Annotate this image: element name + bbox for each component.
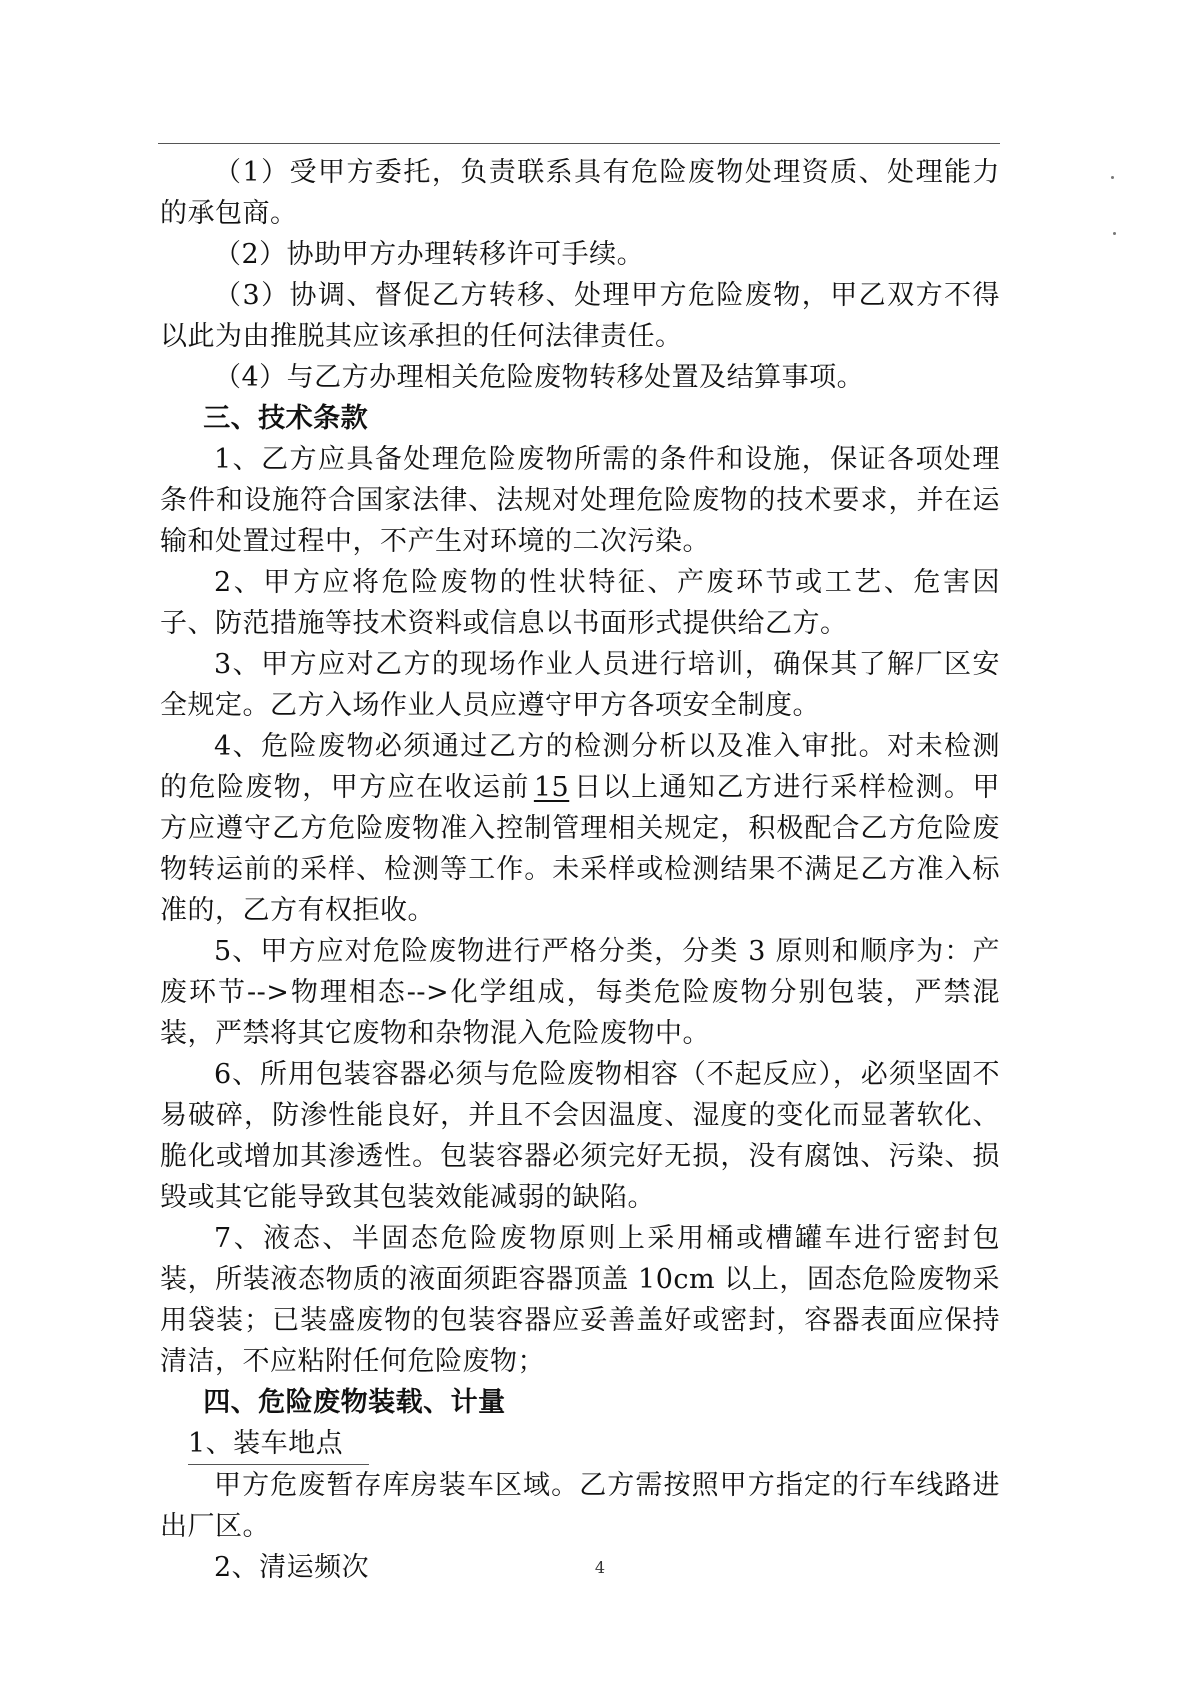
paragraph: （3）协调、督促乙方转移、处理甲方危险废物，甲乙双方不得以此为由推脱其应该承担的任何法律责任。: [160, 280, 1000, 352]
paragraph: 5、甲方应对危险废物进行严格分类，分类 3 原则和顺序为：产废环节-->物理相态-->化学组成，每类危险废物分别包装，严禁混装，严禁将其它废物和杂物混入危险废物中。: [160, 936, 1000, 1049]
paragraph: （1）受甲方委托，负责联系具有危险废物处理资质、处理能力的承包商。: [160, 157, 1000, 229]
paragraph: 7、液态、半固态危险废物原则上采用桶或槽罐车进行密封包装，所装液态物质的液面须距容器顶盖 10cm 以上，固态危险废物采用袋装；已装盛废物的包装容器应妥善盖好或密封，容器表面应保持清洁，不应粘附任何危险废物；: [160, 1223, 1000, 1377]
paragraph: 1、乙方应具备处理危险废物所需的条件和设施，保证各项处理条件和设施符合国家法律、法规对处理危险废物的技术要求，并在运输和处置过程中，不产生对环境的二次污染。: [160, 444, 1000, 557]
document-body: [160, 152, 1000, 1588]
clause-text: 4、危险废物必须通过乙方的检测分析以及准入审批。对未检测的危险废物，甲方应在收运前: [160, 731, 1000, 803]
sub-heading: 2、清运频次: [214, 1552, 370, 1583]
sub-heading: 1、装车地点: [188, 1423, 369, 1465]
page-number: 4: [594, 1558, 606, 1577]
paragraph: [160, 726, 1000, 931]
paragraph: （4）与乙方办理相关危险废物转移处置及结算事项。: [214, 362, 865, 393]
section-heading: 四、危险废物装载、计量: [203, 1387, 506, 1418]
paragraph: 3、甲方应对乙方的现场作业人员进行培训，确保其了解厂区安全规定。乙方入场作业人员应遵守甲方各项安全制度。: [160, 649, 1000, 721]
paragraph: 2、甲方应将危险废物的性状特征、产废环节或工艺、危害因子、防范措施等技术资料或信息以书面形式提供给乙方。: [160, 567, 1000, 639]
paragraph: 甲方危废暂存库房装车区域。乙方需按照甲方指定的行车线路进出厂区。: [160, 1470, 1000, 1542]
scan-speck: [1111, 176, 1114, 179]
paragraph: 6、所用包装容器必须与危险废物相容（不起反应），必须坚固不易破碎，防渗性能良好，并且不会因温度、湿度的变化而显著软化、脆化或增加其渗透性。包装容器必须完好无损，没有腐蚀、污染、损毁或其它能导致其包装效能减弱的缺陷。: [160, 1059, 1000, 1213]
notice-days-value: 15: [533, 772, 570, 803]
clause-text: 日以上通知乙方进行采样检测。甲方应遵守乙方危险废物准入控制管理相关规定，积极配合乙方危险废物转运前的采样、检测等工作。未采样或检测结果不满足乙方准入标准的，乙方有权拒收。: [160, 772, 1001, 926]
section-heading: 三、技术条款: [203, 403, 369, 434]
scan-speck: [1113, 232, 1116, 235]
header-rule: [158, 143, 1000, 144]
paragraph: （2）协助甲方办理转移许可手续。: [214, 239, 645, 270]
subheading-line: [160, 1423, 1000, 1465]
